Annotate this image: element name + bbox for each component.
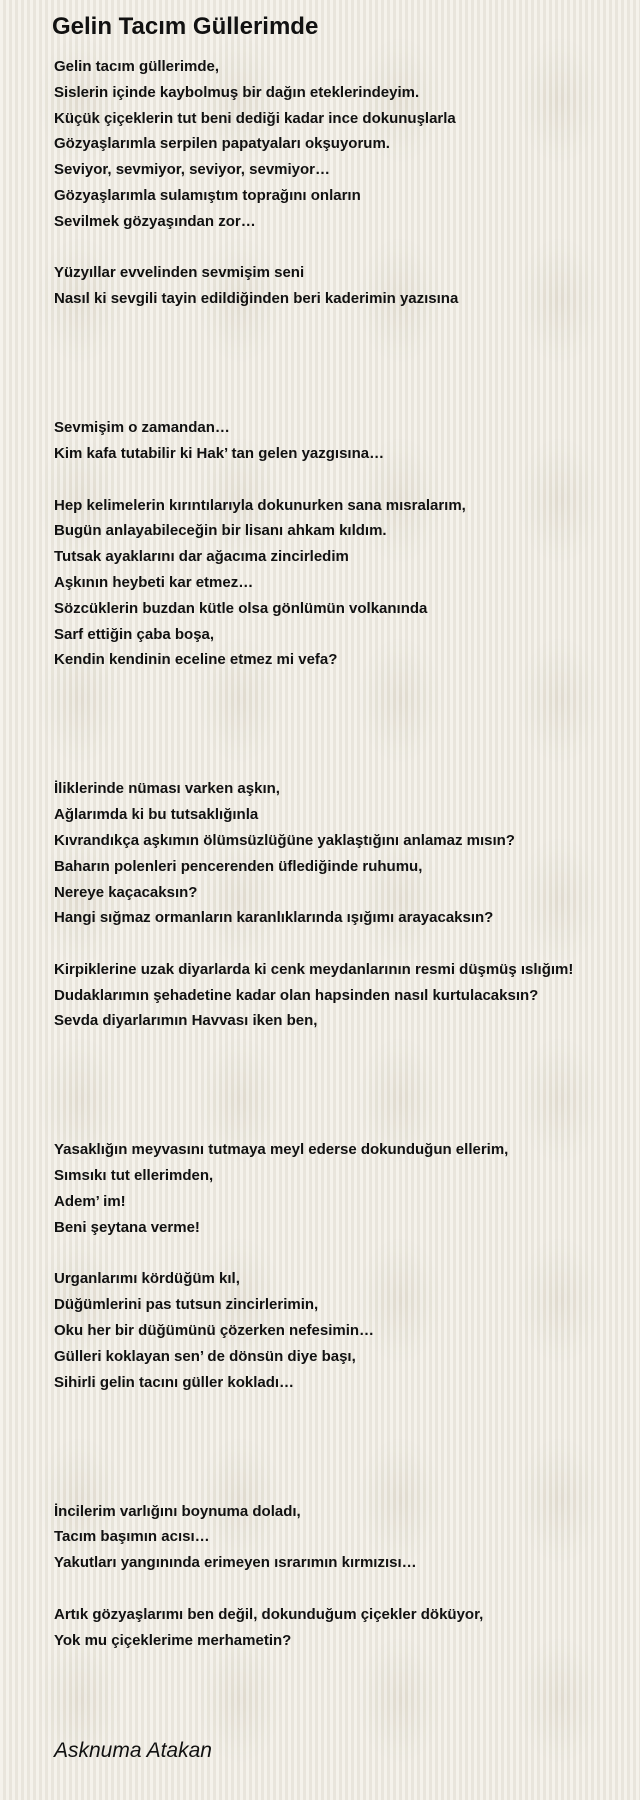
poem-line: Baharın polenleri pencerenden üflediğinde ruhumu, [54,857,423,875]
poem-line: Nereye kaçacaksın? [54,883,198,901]
stanza-gap [54,1034,634,1060]
poem-line: İncilerim varlığını boynuma doladı, [54,1502,301,1520]
poem-line: Sarf ettiğin çaba boşa, [54,625,215,643]
poem-line: Kıvrandıkça aşkımın ölümsüzlüğüne yaklaştığını anlamaz mısın? [54,831,515,849]
poem-line: Kirpiklerine uzak diyarlarda ki cenk meydanlarının resmi düşmüş ıslığım! [54,960,574,978]
poem-line: Oku her bir düğümünü çözerken nefesimin… [54,1322,375,1340]
poem-line: Sihirli gelin tacını güller kokladı… [54,1373,295,1391]
poem-line: Urganlarımı kördüğüm kıl, [54,1270,240,1288]
stanza-gap [54,1576,634,1602]
poem-line: Küçük çiçeklerin tut beni dediği kadar ince dokunuşlarla [54,109,456,127]
poem-line: Gözyaşlarımla sulamıştım toprağını onların [54,186,361,204]
poem-line: Yakutları yangınında erimeyen ısrarımın kırmızısı… [54,1554,417,1572]
poem-line: Gözyaşlarımla serpilen papatyaları okşuyorum. [54,135,390,153]
poem-line: Tacım başımın acısı… [54,1528,210,1546]
poem-line: Kim kafa tutabilir ki Hak’ tan gelen yazgısına… [54,444,385,462]
poem-line: Gelin tacım güllerimde, [54,58,220,75]
poem-line: Yok mu çiçeklerime merhametin? [54,1631,292,1649]
stanza-gap [54,1112,634,1138]
poem-title: Gelin Tacım Güllerimde [52,13,319,40]
stanza-gap [54,1241,634,1267]
poem-line: Sımsıkı tut ellerimden, [54,1167,214,1185]
stanza-gap [54,312,634,338]
poem-line: Sislerin içinde kaybolmuş bir dağın eteklerindeyim. [54,83,420,101]
stanza-gap [54,1060,634,1086]
stanza-gap [54,364,634,390]
stanza-gap [54,699,634,725]
stanza-gap [54,338,634,364]
stanza-gap [54,1447,634,1473]
poem-line: Sevmişim o zamandan… [54,419,230,437]
poem-line: Hep kelimelerin kırıntılarıyla dokunurken sana mısralarım, [54,496,466,514]
stanza-gap [54,725,634,751]
poem-line: Adem’ im! [54,1193,126,1211]
poem-line: Aşkının heybeti kar etmez… [54,573,254,591]
stanza-gap [54,931,634,957]
poem-author: Asknuma Atakan [54,1739,212,1762]
poem-line: Yüzyıllar evvelinden sevmişim seni [54,264,305,282]
poem-line: Ağlarımda ki bu tutsaklığınla [54,806,259,824]
poem-line: Dudaklarımın şehadetine kadar olan hapsinden nasıl kurtulacaksın? [54,986,539,1004]
poem-line: Seviyor, sevmiyor, seviyor, sevmiyor… [54,161,331,179]
stanza-gap [54,235,634,261]
poem-line: Düğümlerini pas tutsun zincirlerimin, [54,1296,319,1314]
poem-line: Tutsak ayaklarını dar ağacıma zincirledim [54,548,349,566]
stanza-gap [54,673,634,699]
poem-line: Bugün anlayabileceğin bir lisanı ahkam kıldım. [54,522,387,540]
stanza-gap [54,467,634,493]
poem-line: Hangi sığmaz ormanların karanlıklarında ışığımı arayacaksın? [54,909,494,927]
poem-line: Artık gözyaşlarımı ben değil, dokunduğum çiçekler döküyor, [54,1605,484,1623]
stanza-gap [54,751,634,777]
stanza-gap [54,389,634,415]
stanza-gap [54,1421,634,1447]
poem-line: Nasıl ki sevgili tayin edildiğinden beri kaderimin yazısına [54,290,459,308]
stanza-gap [54,1473,634,1499]
stanza-gap [54,1086,634,1112]
stanza-gap [54,1395,634,1421]
poem-line: Sevda diyarlarımın Havvası iken ben, [54,1012,318,1030]
poem-line: İliklerinde nüması varken aşkın, [54,780,280,798]
poem-line: Yasaklığın meyvasını tutmaya meyl ederse dokunduğun ellerim, [54,1141,509,1159]
poem-line: Sözcüklerin buzdan kütle olsa gönlümün volkanında [54,599,428,617]
poem-line: Sevilmek gözyaşından zor… [54,212,256,230]
poem-body [54,54,634,1653]
poem-line: Beni şeytana verme! [54,1218,200,1236]
poem-line: Gülleri koklayan sen’ de dönsün diye başı, [54,1347,356,1365]
poem-line: Kendin kendinin eceline etmez mi vefa? [54,651,338,669]
